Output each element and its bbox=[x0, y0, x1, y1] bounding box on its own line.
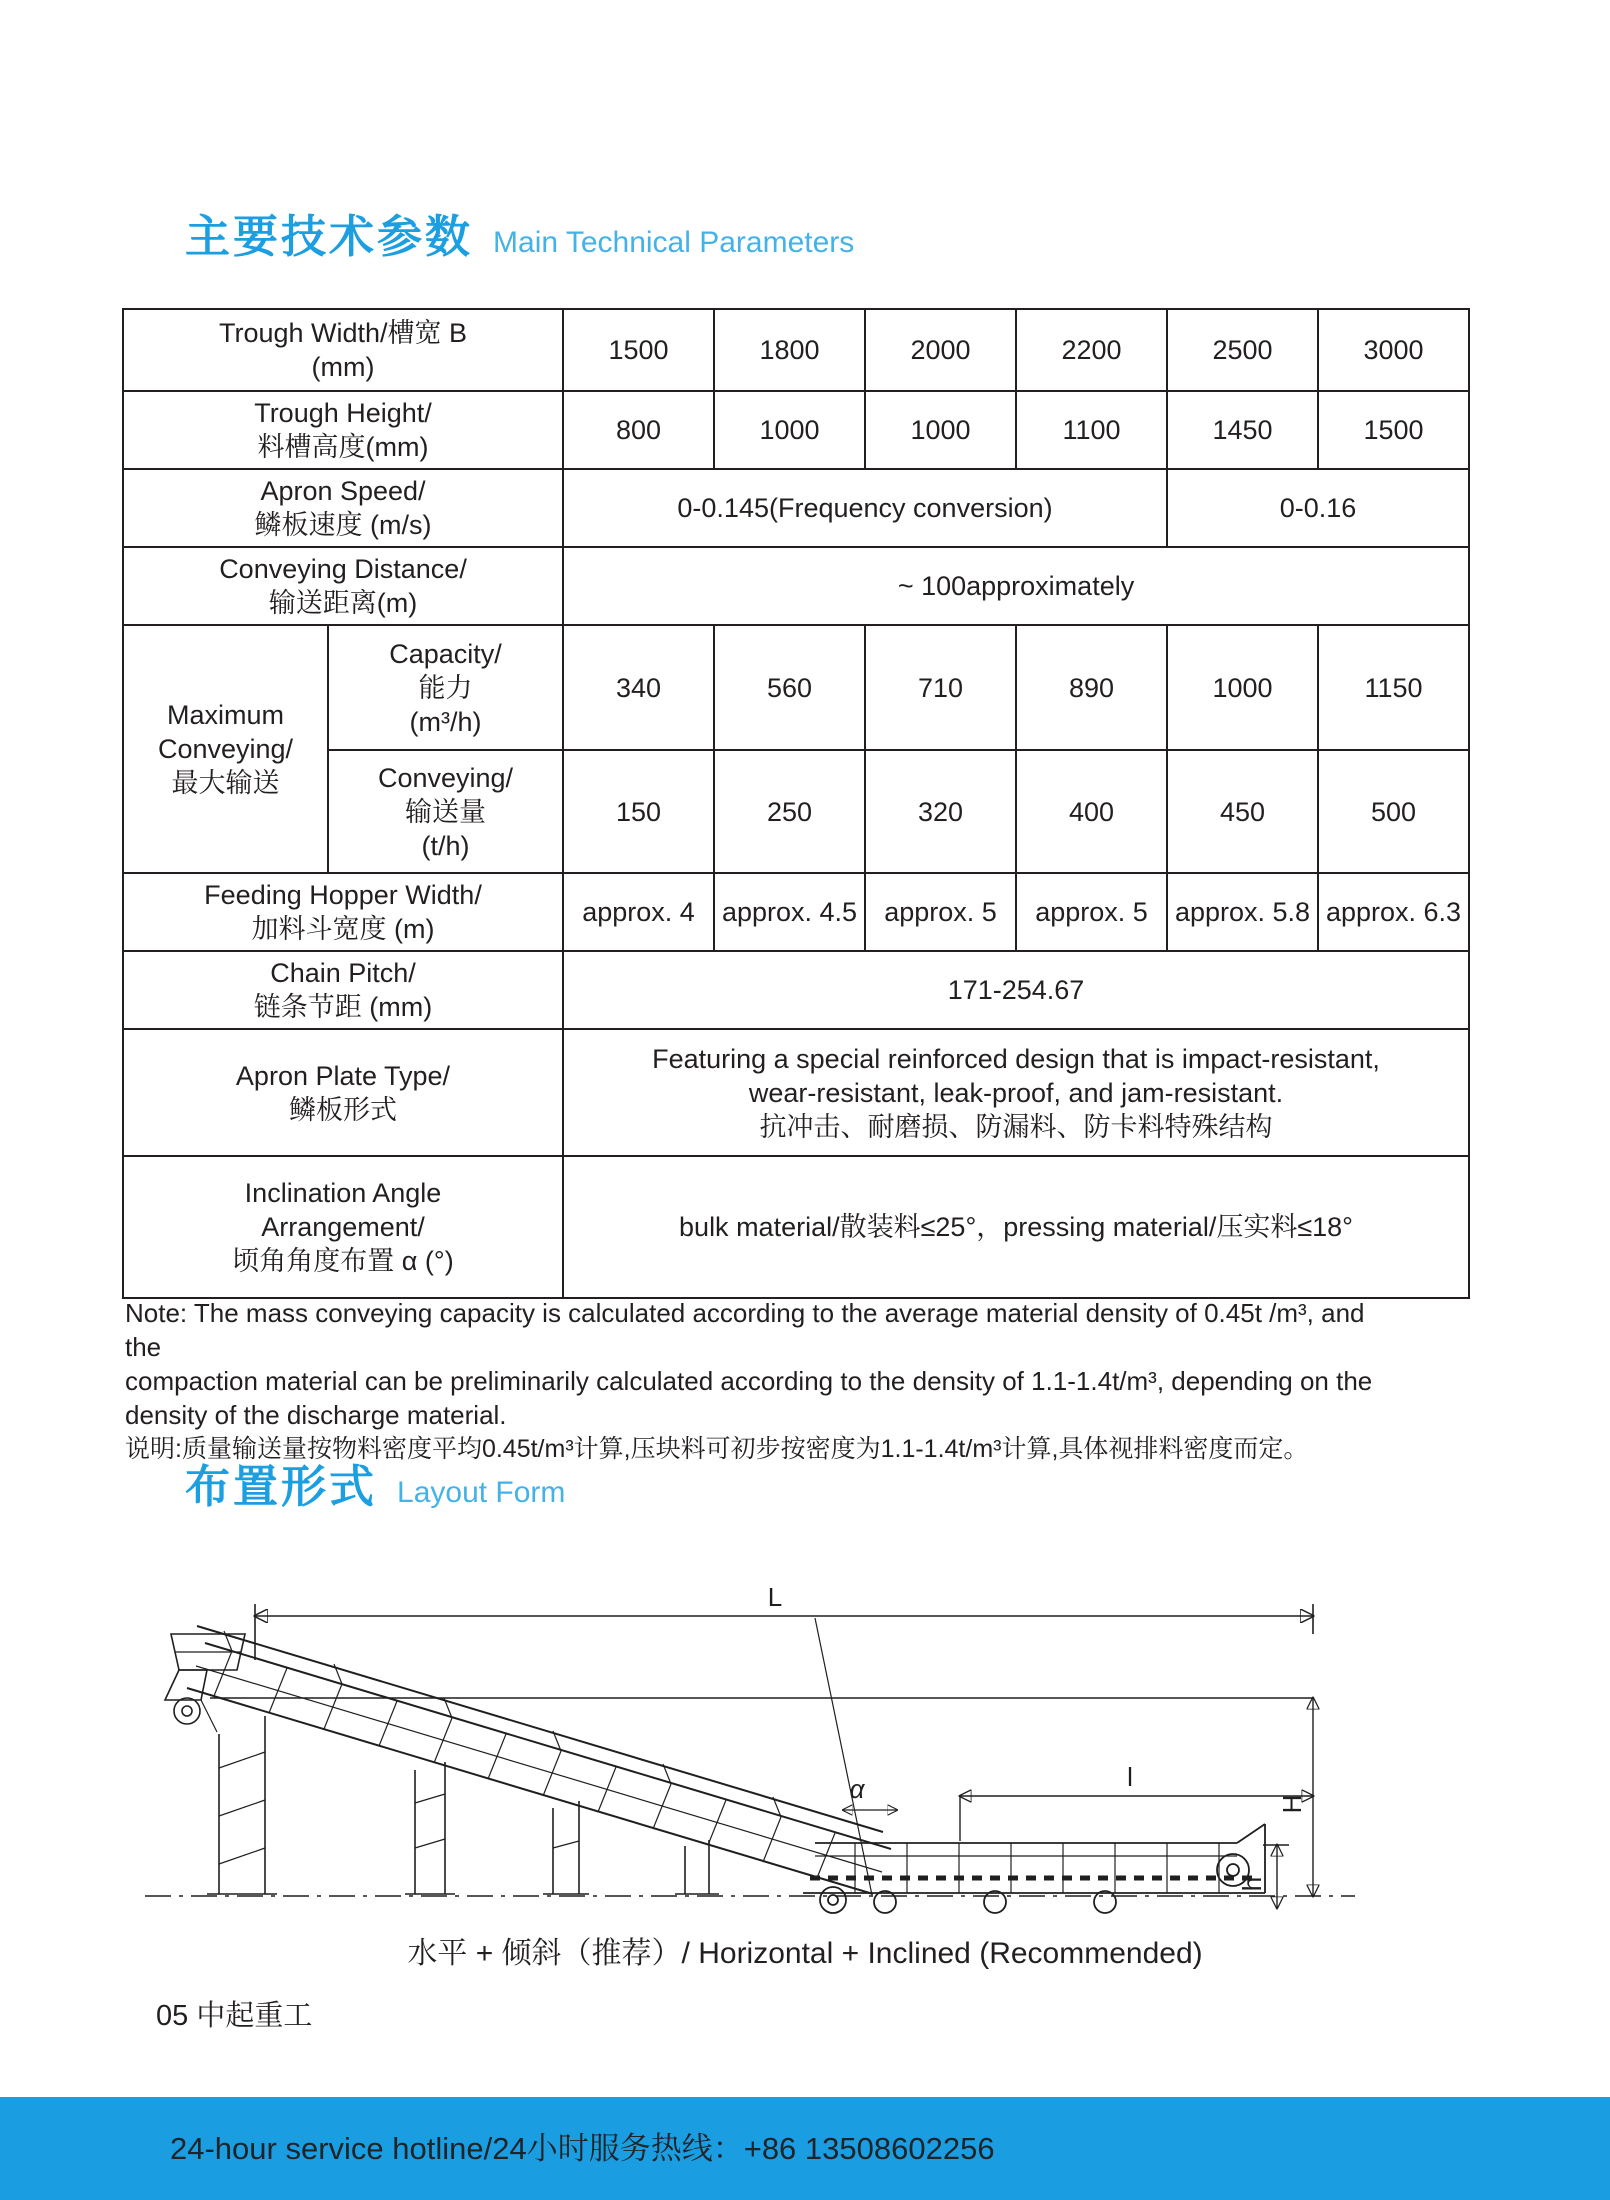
param-label bbox=[328, 625, 563, 750]
parameters-table bbox=[122, 308, 1470, 1299]
param-label-line: Arrangement/ bbox=[261, 1212, 425, 1242]
param-value: approx. 5 bbox=[1016, 873, 1167, 951]
param-value: 560 bbox=[714, 625, 865, 750]
param-label-line: Inclination Angle bbox=[244, 1178, 442, 1208]
param-value: 320 bbox=[865, 750, 1016, 873]
param-label-line: Conveying/ bbox=[157, 734, 294, 764]
row-apron-plate bbox=[123, 1029, 1469, 1156]
param-value: approx. 5.8 bbox=[1167, 873, 1318, 951]
param-value: 0-0.145(Frequency conversion) bbox=[563, 469, 1167, 547]
section-title-layout-form bbox=[185, 1450, 565, 1515]
inclined-conveyor-truss bbox=[187, 1626, 891, 1894]
param-label-line: Feeding Hopper Width/ bbox=[204, 880, 482, 910]
row-chain-pitch bbox=[123, 951, 1469, 1029]
param-value: 2000 bbox=[865, 309, 1016, 391]
param-value bbox=[563, 1029, 1469, 1156]
layout-caption: 水平 + 倾斜（推荐）/ Horizontal + Inclined (Recommended) bbox=[407, 1937, 1203, 1970]
param-value: 3000 bbox=[1318, 309, 1469, 391]
param-label-line: Conveying Distance/ bbox=[219, 554, 467, 584]
note-line: density of the discharge material. bbox=[125, 1400, 507, 1430]
param-value: 400 bbox=[1016, 750, 1167, 873]
param-value: 1500 bbox=[1318, 391, 1469, 469]
section-title-en: Main Technical Parameters bbox=[493, 226, 855, 259]
section-title-en: Layout Form bbox=[397, 1476, 566, 1509]
param-value: 450 bbox=[1167, 750, 1318, 873]
row-conveying-distance bbox=[123, 547, 1469, 625]
param-value: 1150 bbox=[1318, 625, 1469, 750]
section-title-zh: 主要技术参数 bbox=[185, 211, 474, 262]
section-title-zh: 布置形式 bbox=[185, 1461, 378, 1512]
param-label-line: 输送距离(m) bbox=[268, 588, 418, 618]
param-value: 1100 bbox=[1016, 391, 1167, 469]
head-pulley-assembly bbox=[165, 1634, 245, 1732]
page-number: 05 中起重工 bbox=[156, 2000, 313, 2032]
note-line: 说明:质量输送量按物料密度平均0.45t/m³计算,压块料可初步按密度为1.1-1.4t/m³计算,具体视排料密度而定。 bbox=[125, 1435, 1309, 1463]
param-value: 1800 bbox=[714, 309, 865, 391]
row-trough-width bbox=[123, 309, 1469, 391]
dimension-L bbox=[255, 1582, 1313, 1660]
dimension-H bbox=[210, 1698, 1313, 1896]
support-towers bbox=[207, 1716, 719, 1894]
param-label bbox=[123, 951, 563, 1029]
param-value: 150 bbox=[563, 750, 714, 873]
note-line: Note: The mass conveying capacity is calculated according to the average material density of 0.45t /m³, and the bbox=[125, 1298, 1365, 1362]
param-value: 1450 bbox=[1167, 391, 1318, 469]
param-label-line: 加料斗宽度 (m) bbox=[251, 914, 435, 944]
param-value: 171-254.67 bbox=[563, 951, 1469, 1029]
param-label bbox=[123, 309, 563, 391]
param-label-line: Conveying/ bbox=[377, 762, 514, 793]
param-value: 710 bbox=[865, 625, 1016, 750]
dimension-l bbox=[960, 1762, 1313, 1841]
param-value: bulk material/散装料≤25°，pressing material/压实料≤18° bbox=[563, 1156, 1469, 1298]
param-label-line: (m³/h) bbox=[409, 706, 482, 737]
param-value: 0-0.16 bbox=[1167, 469, 1469, 547]
param-label-group bbox=[123, 625, 328, 873]
param-label-line: 鳞板速度 (m/s) bbox=[254, 510, 432, 540]
param-label bbox=[123, 1156, 563, 1298]
param-value: approx. 5 bbox=[865, 873, 1016, 951]
param-label-line: 顷角角度布置 α (°) bbox=[232, 1246, 454, 1276]
param-value: 2200 bbox=[1016, 309, 1167, 391]
param-label bbox=[123, 469, 563, 547]
row-apron-speed bbox=[123, 469, 1469, 547]
param-value: approx. 4 bbox=[563, 873, 714, 951]
param-label-line: (mm) bbox=[311, 352, 375, 382]
param-label-line: Trough Height/ bbox=[254, 398, 432, 428]
param-label-line: 能力 bbox=[418, 672, 473, 703]
param-value: 500 bbox=[1318, 750, 1469, 873]
param-label-line: Chain Pitch/ bbox=[270, 958, 416, 988]
param-label bbox=[123, 547, 563, 625]
param-label-line: (t/h) bbox=[421, 830, 470, 861]
param-label bbox=[123, 391, 563, 469]
note-line: compaction material can be preliminarily calculated according to the density of 1.1-1.4t/m³, depending on the bbox=[125, 1366, 1373, 1396]
conveyor-layout-drawing bbox=[115, 1548, 1495, 1923]
param-value: 250 bbox=[714, 750, 865, 873]
param-label-line: Apron Plate Type/ bbox=[235, 1060, 451, 1091]
hotline-bar bbox=[0, 2097, 1610, 2200]
param-value: approx. 6.3 bbox=[1318, 873, 1469, 951]
section-title-main-parameters bbox=[185, 200, 854, 265]
row-feeding-hopper bbox=[123, 873, 1469, 951]
param-label-line: Apron Speed/ bbox=[260, 476, 426, 506]
note-block bbox=[125, 1296, 1395, 1466]
param-value: 890 bbox=[1016, 625, 1167, 750]
param-label-line: 最大输送 bbox=[171, 768, 280, 798]
param-label bbox=[123, 873, 563, 951]
param-value-line: wear-resistant, leak-proof, and jam-resistant. bbox=[748, 1077, 1284, 1108]
param-label-line: 料槽高度(mm) bbox=[257, 432, 429, 462]
param-label-line: 链条节距 (mm) bbox=[253, 992, 433, 1022]
param-label-line: Maximum bbox=[166, 700, 284, 730]
param-label bbox=[328, 750, 563, 873]
row-inclination bbox=[123, 1156, 1469, 1298]
param-value: ~ 100approximately bbox=[563, 547, 1469, 625]
row-trough-height bbox=[123, 391, 1469, 469]
param-value: 340 bbox=[563, 625, 714, 750]
dim-label-H: H bbox=[1277, 1794, 1307, 1814]
param-value: 2500 bbox=[1167, 309, 1318, 391]
hotline-text: 24-hour service hotline/24小时服务热线：+86 13508602256 bbox=[170, 2131, 995, 2166]
param-label-line: 输送量 bbox=[405, 796, 486, 827]
dim-label-l: l bbox=[1127, 1762, 1133, 1792]
param-value: 1000 bbox=[865, 391, 1016, 469]
row-capacity bbox=[123, 625, 1469, 750]
param-value: 1000 bbox=[714, 391, 865, 469]
param-value-line: Featuring a special reinforced design that is impact-resistant, bbox=[652, 1043, 1380, 1074]
dim-label-h: h bbox=[1237, 1876, 1267, 1892]
param-label-line: Capacity/ bbox=[389, 638, 502, 669]
dim-label-L: L bbox=[767, 1582, 783, 1612]
param-label-line: 鳞板形式 bbox=[289, 1094, 397, 1125]
param-value: 1000 bbox=[1167, 625, 1318, 750]
param-label bbox=[123, 1029, 563, 1156]
param-value-line: 抗冲击、耐磨损、防漏料、防卡料特殊结构 bbox=[759, 1111, 1273, 1142]
param-value: approx. 4.5 bbox=[714, 873, 865, 951]
dim-label-alpha: α bbox=[849, 1774, 865, 1804]
param-label-line: Trough Width/槽宽 B bbox=[218, 318, 468, 348]
param-value: 1500 bbox=[563, 309, 714, 391]
param-value: 800 bbox=[563, 391, 714, 469]
